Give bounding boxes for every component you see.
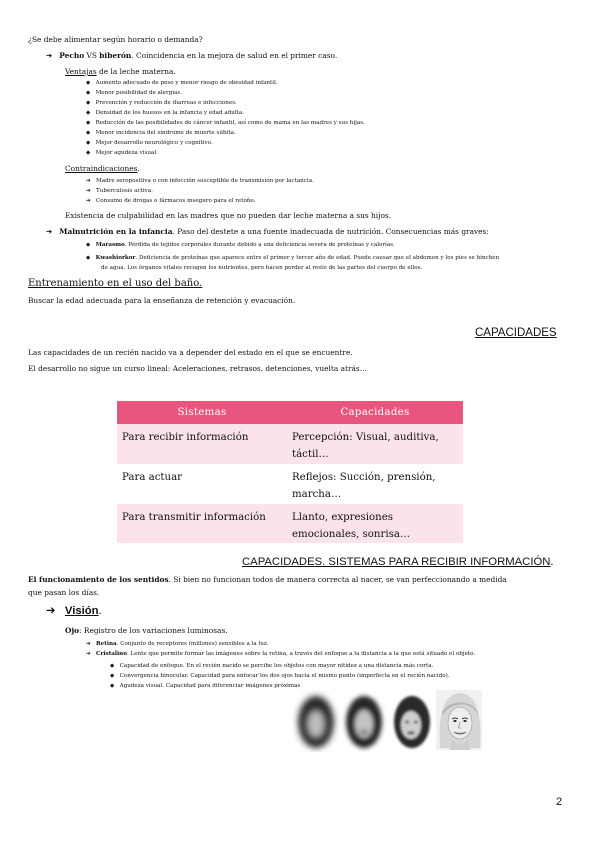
list-item: ◆ Mejor desarrollo neurológico y cognitivo. (86, 140, 213, 146)
face-blur-3 (394, 696, 430, 748)
capacidades-heading: CAPACIDADES (475, 327, 557, 339)
table-header-sistemas: Sistemas (117, 401, 287, 424)
pecho-bold: Pecho (59, 51, 85, 60)
vision-heading: ➔ Visión. (46, 604, 102, 617)
diamond-bullet-icon: ◆ (86, 140, 91, 146)
intro-question: ¿Se debe alimentar según horario o demanda? (28, 35, 203, 44)
kwashiorkor-line2: de agua. Los órganos vitales recogen los nutrientes, pero hacen perder al resto de las partes del cuerpo de ellos. (101, 265, 423, 271)
face-clear (436, 690, 482, 750)
arrow-icon: ➔ (86, 198, 91, 204)
visual-acuity-faces-image (292, 688, 484, 752)
malnutricion-line: ➔ Malnutrición en la infancia. Paso del destete a una fuente inadecuada de nutrición. Consecuencias más graves: (46, 227, 489, 236)
entrenamiento-heading: Entrenamiento en el uso del baño. (28, 278, 203, 289)
culpabilidad-text: Existencia de culpabilidad en las madres que no pueden dar leche materna a sus hijos. (65, 211, 392, 220)
diamond-bullet-icon: ◆ (86, 150, 91, 156)
arrow-icon: ➔ (46, 227, 53, 236)
diamond-bullet-icon: ◆ (86, 120, 91, 126)
face-blur-1 (298, 696, 334, 748)
arrow-icon: ➔ (86, 178, 91, 184)
entrenamiento-text: Buscar la edad adecuada para la enseñanza de retención y evacuación. (28, 296, 296, 305)
diamond-bullet-icon: ◆ (86, 90, 91, 96)
ojo-line: Ojo: Registro de los variaciones luminosas. (65, 626, 228, 635)
list-item: ◆ Densidad de los huesos en la infancia y edad adulta. (86, 110, 245, 116)
arrow-icon: ➔ (46, 604, 56, 617)
face-blur-2 (346, 696, 382, 748)
table-header-row (117, 401, 463, 424)
arrow-icon: ➔ (86, 641, 91, 647)
arrow-icon: ➔ (86, 651, 91, 657)
capacidades-table (117, 401, 463, 543)
diamond-bullet-icon: ◆ (86, 80, 91, 86)
diamond-bullet-icon: ◆ (86, 242, 91, 248)
list-item: ◆ Capacidad de enfoque. En el recién nacido se percibe los objetos con mayor nitidez a una distancia más corta. (110, 663, 434, 669)
table-header-capacidades: Capacidades (287, 401, 463, 424)
cristalino-item: ➔ Cristalino. Lente que permite formar las imágenes sobre la retina, a través del enfoque a la distancia a la que está situado el objeto. (86, 651, 476, 657)
table-cell: Para recibir información (117, 424, 287, 464)
table-cell: Percepción: Visual, auditiva, táctil… (287, 424, 463, 464)
retina-item: ➔ Retina. Conjunto de receptores (millones) sensibles a la luz. (86, 641, 269, 647)
arrow-icon: ➔ (46, 51, 53, 60)
diamond-bullet-icon: ◆ (86, 255, 91, 261)
table-cell: Para actuar (117, 464, 287, 504)
list-item: ◆ Agudeza visual. Capacidad para diferenciar imágenes próximas (110, 683, 301, 689)
list-item: ➔ Tuberculosis activa. (86, 188, 153, 194)
marasmo-item: ◆ Marasmo. Pérdida de tejidos corporales durante debido a una deficiencia severa de proteínas y calorías. (86, 242, 395, 248)
pecho-line (46, 51, 337, 60)
list-item: ◆ Aumento adecuado de peso y menor riesgo de obesidad infantil. (86, 80, 278, 86)
list-item: ◆ Menor posibilidad de alergias. (86, 90, 182, 96)
table-cell: Reflejos: Succión, prensión, marcha… (287, 464, 463, 504)
list-item: ◆ Menor incidencia del síndrome de muerte súbita. (86, 130, 236, 136)
list-item: ◆ Prevención y reducción de diarreas e infecciones. (86, 100, 237, 106)
capacidades-p2: El desarrollo no sigue un curso lineal: Aceleraciones, retrasos, detenciones, vuelta atrás… (28, 364, 368, 373)
vs-text: VS (84, 51, 100, 60)
table-row (117, 464, 463, 504)
biberon-bold: biberón (99, 51, 132, 60)
pecho-rest: . Coincidencia en la mejora de salud en el primer caso. (131, 51, 338, 60)
table-row (117, 504, 463, 543)
diamond-bullet-icon: ◆ (86, 130, 91, 136)
list-item: ◆ Convergencia binocular. Capacidad para enfocar los dos ojos hacia el mismo punto (imperfecta en el recién nacido). (110, 673, 450, 679)
arrow-icon: ➔ (86, 188, 91, 194)
diamond-bullet-icon: ◆ (110, 663, 115, 669)
kwashiorkor-item: ◆ Kwashiorkor. Deficiencia de proteínas que aparece entre el primer y tercer año de edad. Puede causar que el abdomen y los pies se hinchen (86, 255, 500, 261)
table-cell: Llanto, expresiones emocionales, sonrisa… (287, 504, 463, 543)
table-row (117, 424, 463, 464)
diamond-bullet-icon: ◆ (110, 683, 115, 689)
diamond-bullet-icon: ◆ (86, 100, 91, 106)
table-cell: Para transmitir información (117, 504, 287, 543)
diamond-bullet-icon: ◆ (110, 673, 115, 679)
page-number: 2 (556, 796, 563, 808)
capacidades-p1: Las capacidades de un recién nacido va a depender del estado en el que se encuentre. (28, 348, 353, 357)
list-item: ➔ Madre seropositiva o con infección susceptible de transmisión por lactancia. (86, 178, 314, 184)
sistemas-heading: CAPACIDADES. SISTEMAS PARA RECIBIR INFORMACIÓN. (242, 556, 554, 568)
sentidos-line1: El funcionamiento de los sentidos. Si bien no funcionan todos de manera correcta al nacer, se van perfeccionando a medida (28, 575, 507, 584)
contraindicaciones-heading: Contraindicaciones. (65, 164, 140, 173)
diamond-bullet-icon: ◆ (86, 110, 91, 116)
list-item: ◆ Reducción de las posibilidades de cáncer infantil, así como de mama en las madres y sus hijas. (86, 120, 365, 126)
list-item: ➔ Consumo de drogas o fármacos inseguro para el retoño. (86, 198, 256, 204)
list-item: ◆ Mejor agudeza visual. (86, 150, 158, 156)
sentidos-line2: que pasan los días. (28, 588, 100, 597)
ventajas-heading: Ventajas de la leche materna. (65, 67, 176, 76)
